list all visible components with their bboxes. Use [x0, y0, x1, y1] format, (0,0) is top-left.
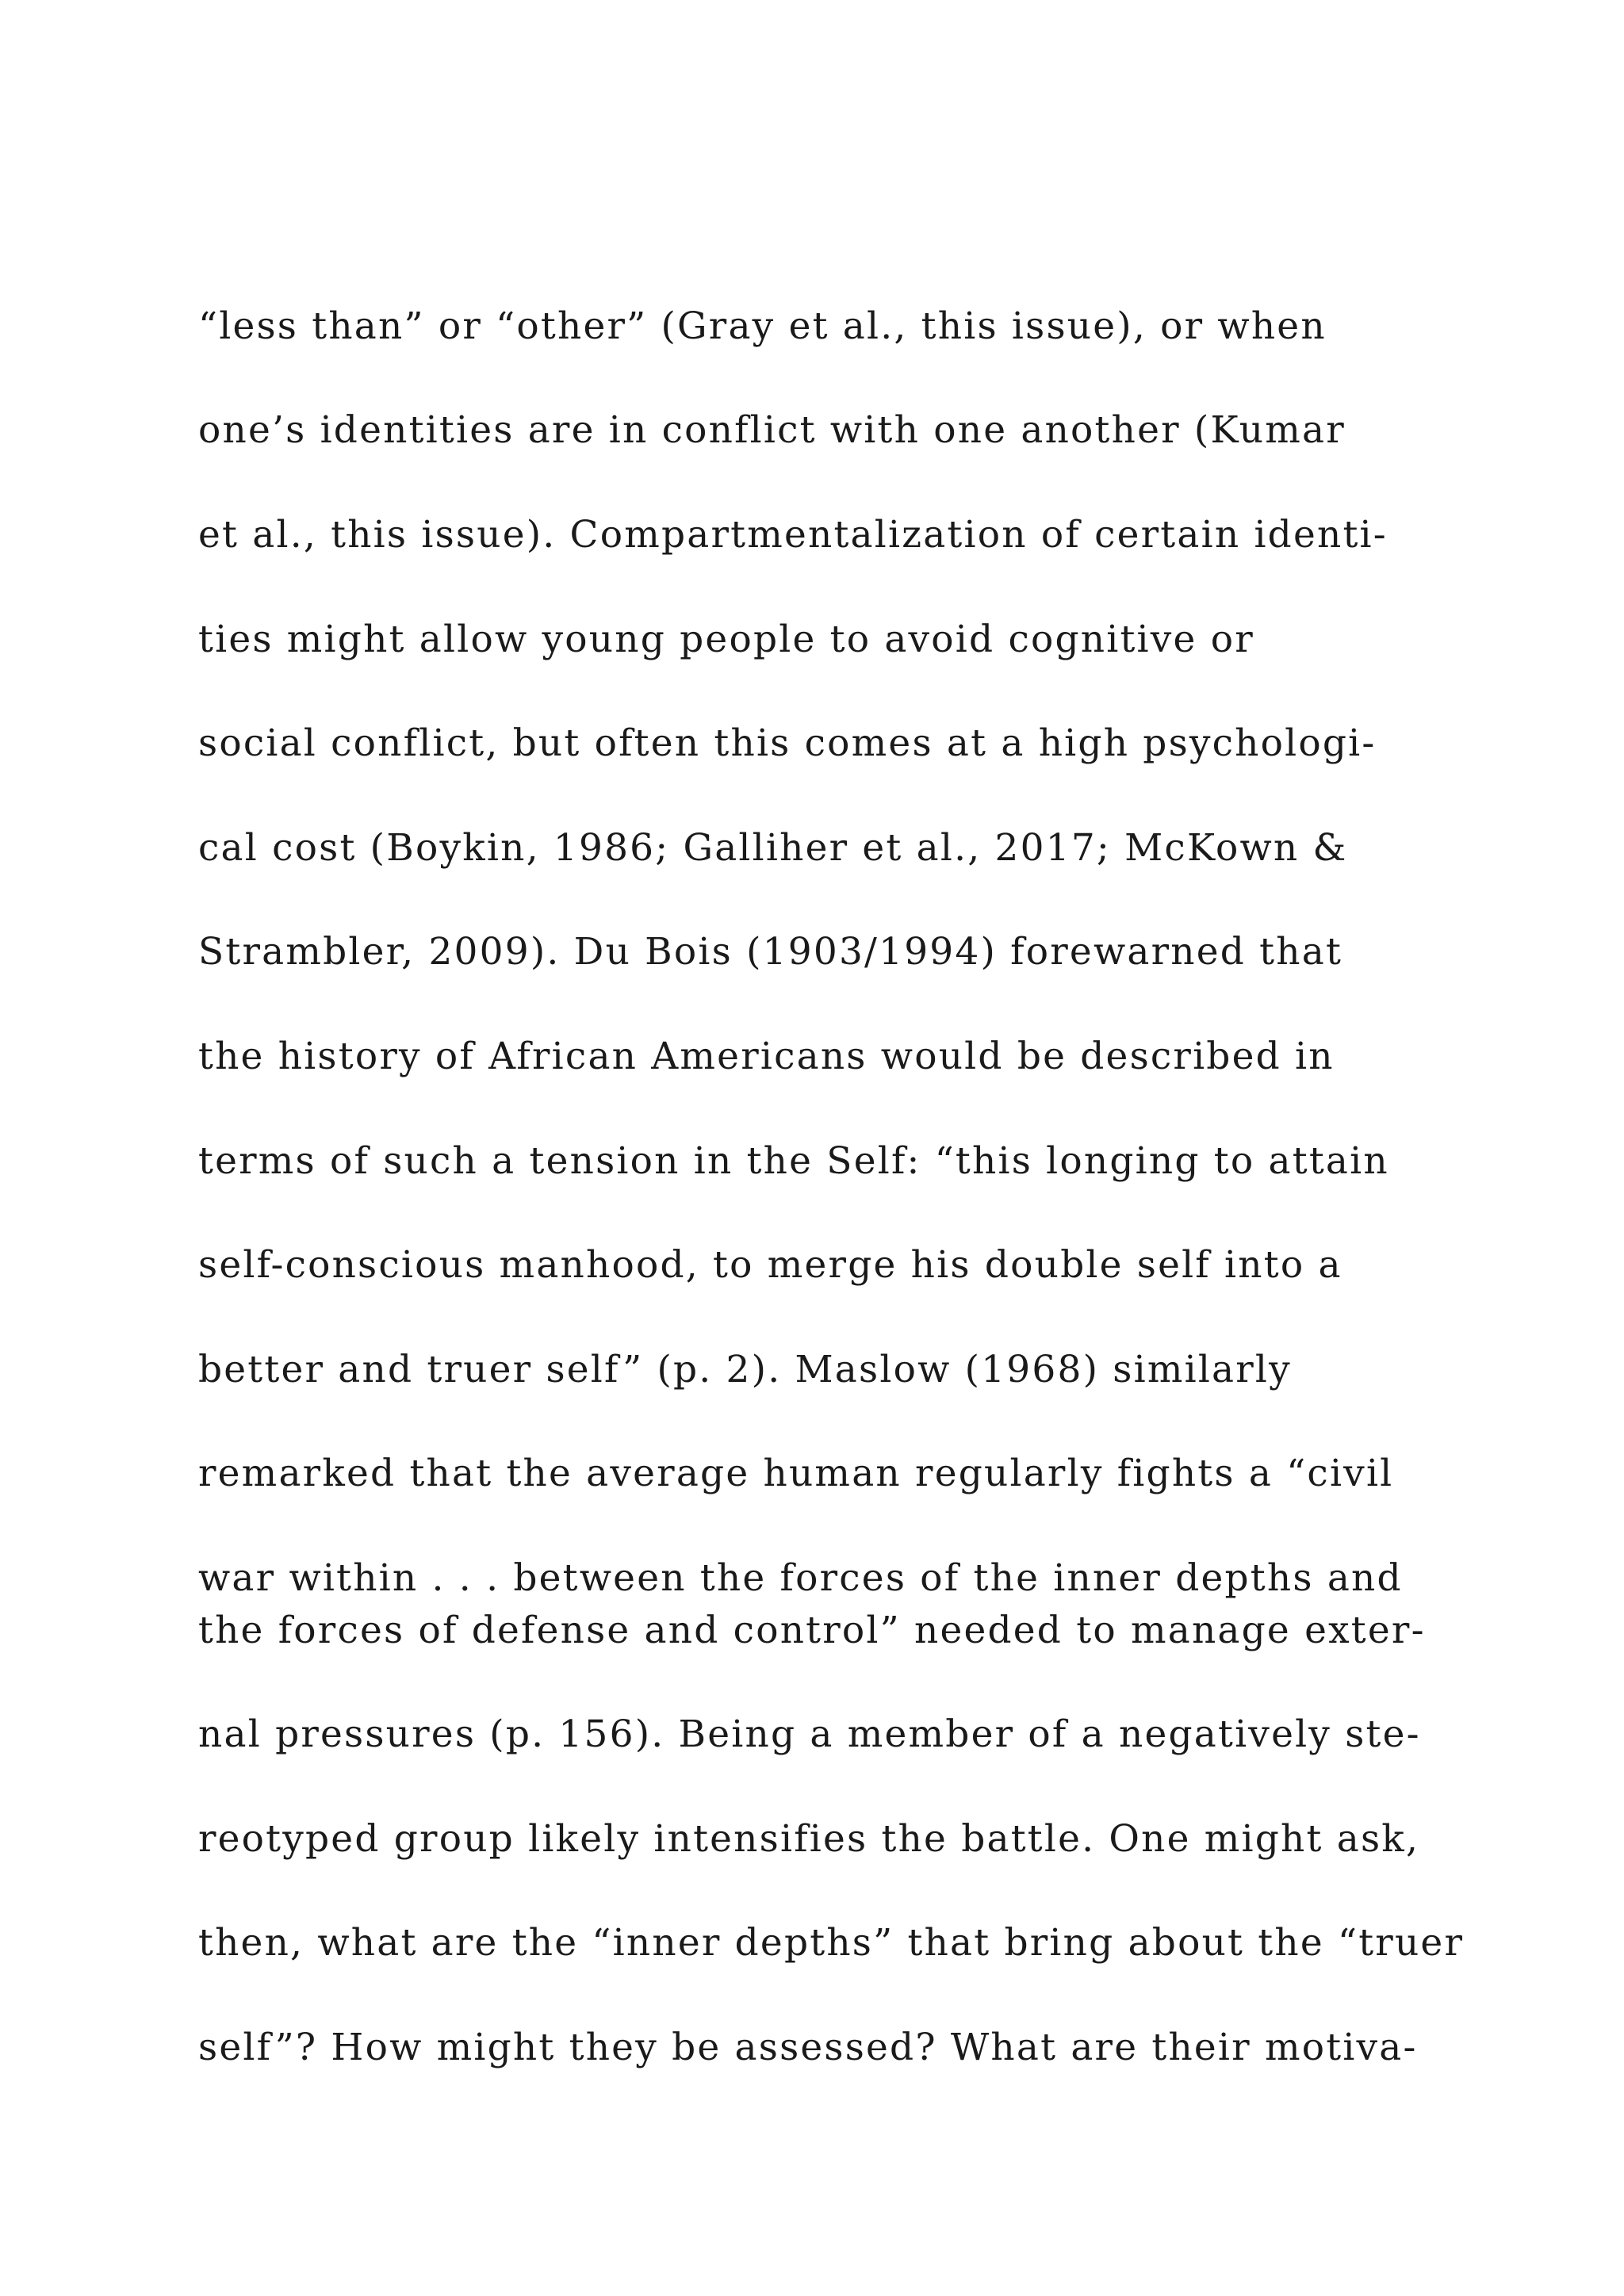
text-line: et al., this issue). Compartmentalization of certain identi-: [198, 513, 1388, 557]
text-line: self-conscious manhood, to merge his double self into a: [198, 1243, 1342, 1287]
text-line: “less than” or “other” (Gray et al., this issue), or when: [198, 304, 1327, 348]
text-line: war within . . . between the forces of the inner depths and: [198, 1556, 1403, 1600]
text-line: the forces of defense and control” needed to manage exter-: [198, 1609, 1426, 1652]
text-line: self”? How might they be assessed? What are their motiva-: [198, 2026, 1418, 2069]
text-line: ties might allow young people to avoid cognitive or: [198, 618, 1254, 661]
text-line: better and truer self” (p. 2). Maslow (1968) similarly: [198, 1348, 1292, 1391]
text-line: reotyped group likely intensifies the battle. One might ask,: [198, 1817, 1420, 1861]
text-line: nal pressures (p. 156). Being a member of a negatively ste-: [198, 1712, 1421, 1756]
text-line: Strambler, 2009). Du Bois (1903/1994) forewarned that: [198, 930, 1343, 974]
body-text: [198, 0, 1465, 2296]
text-line: then, what are the “inner depths” that bring about the “truer: [198, 1921, 1465, 1965]
text-line: social conflict, but often this comes at a high psychologi-: [198, 721, 1377, 765]
text-line: one’s identities are in conflict with one another (Kumar: [198, 408, 1346, 452]
text-line: cal cost (Boykin, 1986; Galliher et al., 2017; McKown &: [198, 826, 1348, 870]
text-line: terms of such a tension in the Self: “this longing to attain: [198, 1139, 1389, 1183]
text-line: remarked that the average human regularly fights a “civil: [198, 1452, 1394, 1495]
text-line: the history of African Americans would be described in: [198, 1035, 1335, 1078]
